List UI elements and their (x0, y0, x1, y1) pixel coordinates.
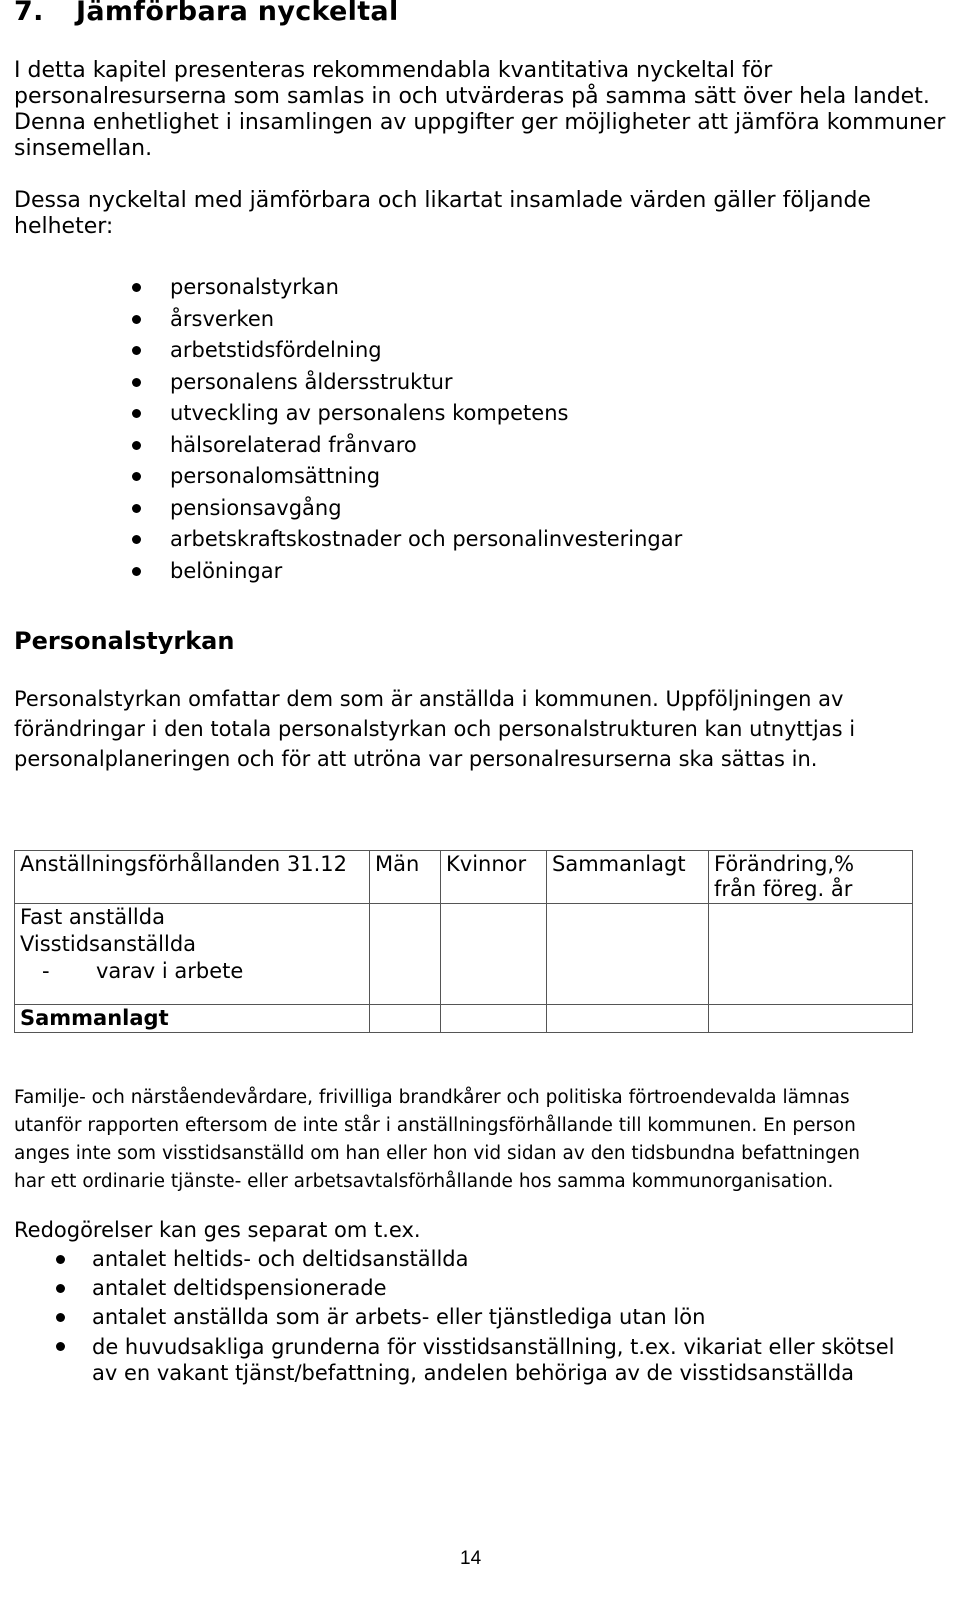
bullet-icon (132, 283, 141, 292)
bullet-icon (132, 535, 141, 544)
table-cell (441, 1005, 547, 1033)
note-line: utanför rapporten eftersom de inte står i anställningsförhållande till kommunen. En person (14, 1115, 856, 1136)
list-item: antalet deltidspensionerade (92, 1274, 895, 1303)
bullet-icon (132, 441, 141, 450)
section-line: Personalstyrkan omfattar dem som är anställda i kommunen. Uppföljningen av (14, 687, 844, 711)
list-item: arbetskraftskostnader och personalinvesteringar (170, 524, 682, 556)
bullet-icon (132, 472, 141, 481)
bullet-icon (56, 1342, 65, 1351)
header-cell: Anställningsförhållanden 31.12 (15, 851, 370, 904)
lead-paragraph (14, 188, 871, 240)
note-line: har ett ordinarie tjänste- eller arbetsavtalsförhållande hos samma kommunorganisation. (14, 1171, 834, 1192)
chapter-number: 7. (14, 0, 44, 27)
section-line: förändringar i den totala personalstyrkan och personalstrukturen kan utnyttjas i (14, 717, 856, 741)
intro-line: Denna enhetlighet i insamlingen av uppgifter ger möjligheter att jämföra kommuner (14, 110, 946, 135)
table-cell (709, 1005, 913, 1033)
list-item: pensionsavgång (170, 493, 682, 525)
table-row (15, 904, 913, 1005)
section-line: personalplaneringen och för att utröna var personalresurserna ska sättas in. (14, 747, 818, 771)
row-labels-cell (15, 904, 370, 1005)
list-item: antalet anställda som är arbets- eller tjänstlediga utan lön (92, 1303, 895, 1332)
page-number: 14 (460, 1548, 482, 1569)
list-item: arbetstidsfördelning (170, 335, 682, 367)
header-cell-change: Förändring,% från föreg. år (709, 851, 913, 904)
table-total-row (15, 1005, 913, 1033)
bullet-icon (56, 1255, 65, 1264)
table-cell (547, 904, 709, 1005)
chapter-title: Jämförbara nyckeltal (76, 0, 399, 27)
list-item: belöningar (170, 556, 682, 588)
list-item: årsverken (170, 304, 682, 336)
intro-line: personalresurserna som samlas in och utvärderas på samma sätt över hela landet. (14, 84, 930, 109)
intro-paragraph (14, 58, 945, 162)
bullet-icon (132, 315, 141, 324)
bullet-icon (56, 1284, 65, 1293)
report-intro: Redogörelser kan ges separat om t.ex. (14, 1218, 421, 1242)
header-cell: Sammanlagt (547, 851, 709, 904)
list-item: utveckling av personalens kompetens (170, 398, 682, 430)
list-item: personalens åldersstruktur (170, 367, 682, 399)
note-paragraph (14, 1084, 860, 1196)
note-line: anges inte som visstidsanställd om han eller hon vid sidan av den tidsbundna befattningen (14, 1143, 860, 1164)
bullet-icon (132, 409, 141, 418)
topic-list (170, 272, 682, 587)
total-label: Sammanlagt (15, 1005, 370, 1033)
report-list (92, 1245, 895, 1386)
table-cell (370, 904, 441, 1005)
employment-table (14, 850, 913, 1033)
section-paragraph (14, 684, 855, 774)
row-label: Fast anställda (20, 905, 165, 929)
table-cell (441, 904, 547, 1005)
list-item: de huvudsakliga grunderna för visstidsanställning, t.ex. vikariat eller skötsel av en vakant tjänst/befattning, andelen behöriga av de visstidsanställda (92, 1332, 895, 1386)
list-item: antalet heltids- och deltidsanställda (92, 1245, 895, 1274)
list-item: personalstyrkan (170, 272, 682, 304)
bullet-icon (132, 567, 141, 576)
bullet-icon (132, 378, 141, 387)
bullet-icon (132, 504, 141, 513)
intro-line: sinsemellan. (14, 136, 153, 161)
header-cell: Kvinnor (441, 851, 547, 904)
bullet-icon (56, 1313, 65, 1322)
intro-line: I detta kapitel presenteras rekommendabla kvantitativa nyckeltal för (14, 58, 773, 83)
list-item: hälsorelaterad frånvaro (170, 430, 682, 462)
lead-line: Dessa nyckeltal med jämförbara och likartat insamlade värden gäller följande (14, 188, 871, 213)
row-label-sub: - varav i arbete (42, 959, 244, 983)
header-cell: Män (370, 851, 441, 904)
list-item: personalomsättning (170, 461, 682, 493)
chapter-heading (14, 0, 399, 27)
table-cell (370, 1005, 441, 1033)
table-header-row (15, 851, 913, 904)
row-label: Visstidsanställda (20, 932, 197, 956)
table-cell (709, 904, 913, 1005)
note-line: Familje- och närståendevårdare, frivilliga brandkårer och politiska förtroendevalda lämnas (14, 1087, 850, 1108)
section-heading: Personalstyrkan (14, 627, 235, 655)
table-cell (547, 1005, 709, 1033)
bullet-icon (132, 346, 141, 355)
lead-line: helheter: (14, 214, 114, 239)
